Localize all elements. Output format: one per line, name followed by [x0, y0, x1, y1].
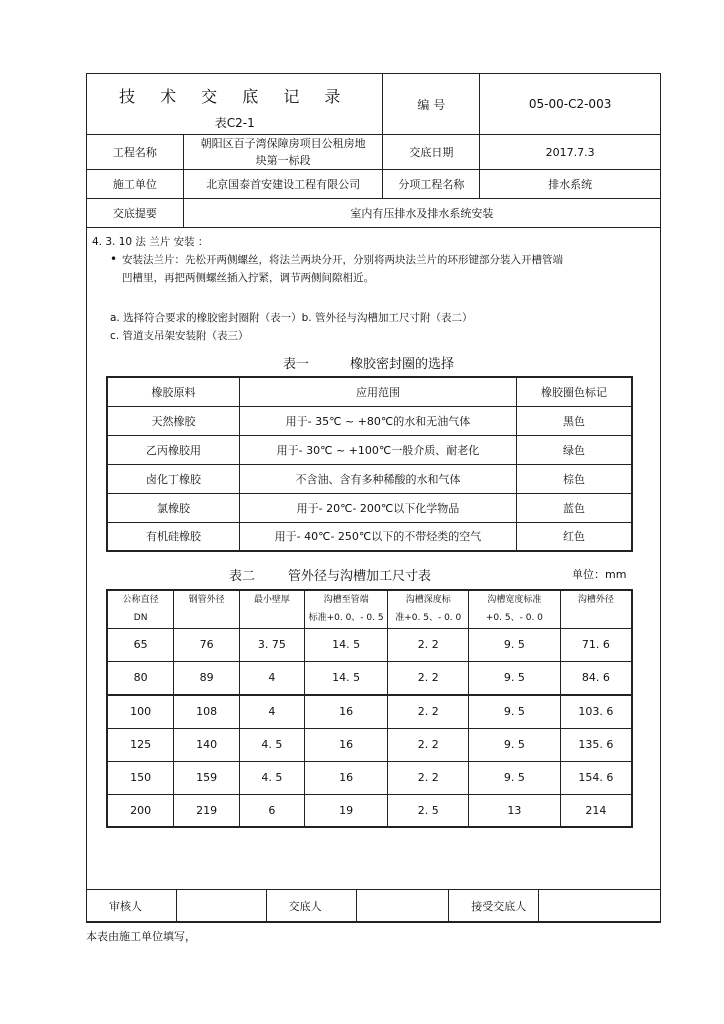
table-row	[107, 493, 632, 522]
project-name-line2: 块第一标段	[255, 154, 311, 167]
table2-caption-num: 表二	[229, 569, 256, 584]
page-title: 技 术 交 底 记 录	[118, 87, 351, 106]
discloser-signature	[356, 890, 449, 923]
table1-cell: 用于- 40℃- 250℃以下的不带烃类的空气	[239, 522, 516, 551]
contractor-value: 北京国泰首安建设工程有限公司	[183, 170, 383, 199]
table2-cell: 2. 5	[388, 794, 469, 827]
table2-cell: 16	[304, 695, 388, 728]
project-name-line1: 朝阳区百子湾保障房项目公租房地	[200, 137, 366, 150]
table2-header: 公称直径 DN	[107, 590, 174, 628]
table2-cell: 13	[469, 794, 561, 827]
table1-header: 橡胶原料	[107, 377, 239, 406]
item-c: c. 管道支吊架安装附（表三）	[110, 330, 249, 342]
table2-header: 钢管外径	[174, 590, 240, 628]
table2-cell: 4. 5	[240, 761, 305, 794]
table2-cell: 103. 6	[560, 695, 632, 728]
table-row	[107, 522, 632, 551]
table-row	[107, 406, 632, 435]
table2-cell: 9. 5	[469, 728, 561, 761]
table2-cell: 159	[174, 761, 240, 794]
table2-cell: 9. 5	[469, 761, 561, 794]
table1-cell: 天然橡胶	[107, 406, 239, 435]
table2-cell: 65	[107, 628, 174, 661]
table2-cell: 14. 5	[304, 661, 388, 695]
table2-cell: 16	[304, 728, 388, 761]
bullet-dot: •	[110, 252, 118, 266]
table1-cell: 卤化丁橡胶	[107, 464, 239, 493]
table2-header: 沟槽宽度标准 +0. 5、- 0. 0	[469, 590, 561, 628]
reviewer-label: 审核人	[87, 890, 177, 923]
table2-cell: 135. 6	[560, 728, 632, 761]
sub-project-value: 排水系统	[480, 170, 661, 199]
table-row	[107, 464, 632, 493]
table2-caption-title: 管外径与沟槽加工尺寸表	[288, 569, 432, 584]
section-heading: 4. 3. 10 法 兰片 安装 ：	[92, 236, 209, 248]
signature-table	[86, 889, 661, 923]
summary-label: 交底提要	[87, 199, 184, 228]
contractor-label: 施工单位	[87, 170, 184, 199]
table1-cell: 棕色	[516, 464, 632, 493]
bullet-line-1: 安装法兰片：先松开两侧螺丝，将法兰两块分开，分别将两块法兰片的环形键部分装入开槽管端	[122, 254, 563, 266]
summary-value: 室内有压排水及排水系统安装	[183, 199, 660, 228]
table2-cell: 2. 2	[388, 628, 469, 661]
table2-cell: 9. 5	[469, 695, 561, 728]
table2-cell: 4. 5	[240, 728, 305, 761]
table2-cell: 6	[240, 794, 305, 827]
table1-cell: 有机硅橡胶	[107, 522, 239, 551]
table2-cell: 89	[174, 661, 240, 695]
table2-cell: 150	[107, 761, 174, 794]
table1-cell: 黑色	[516, 406, 632, 435]
table1-cell: 氯橡胶	[107, 493, 239, 522]
date-label: 交底日期	[383, 135, 480, 170]
table2-header: 沟槽至管端 标准+0. 0、- 0. 5	[304, 590, 388, 628]
table2-cell: 2. 2	[388, 761, 469, 794]
table2-cell: 2. 2	[388, 661, 469, 695]
table1-header: 橡胶圈色标记	[516, 377, 632, 406]
table2-cell: 80	[107, 661, 174, 695]
header-table	[86, 73, 661, 228]
table1-cell: 用于- 20℃- 200℃以下化学物品	[239, 493, 516, 522]
number-label: 编 号	[383, 74, 480, 135]
table2-cell: 3. 75	[240, 628, 305, 661]
discloser-label: 交底人	[266, 890, 356, 923]
date-value: 2017.7.3	[480, 135, 661, 170]
table1-cell: 红色	[516, 522, 632, 551]
form-code: 表C2-1	[214, 116, 255, 130]
table2-cell: 9. 5	[469, 661, 561, 695]
table2-cell: 14. 5	[304, 628, 388, 661]
table2-cell: 4	[240, 695, 305, 728]
table2-header: 沟槽外径	[560, 590, 632, 628]
table2-cell: 84. 6	[560, 661, 632, 695]
table2-cell: 19	[304, 794, 388, 827]
table2-header: 最小壁厚	[240, 590, 305, 628]
table2-cell: 4	[240, 661, 305, 695]
sub-project-label: 分项工程名称	[383, 170, 480, 199]
table2-cell: 154. 6	[560, 761, 632, 794]
receiver-label: 接受交底人	[449, 890, 539, 923]
table-row	[107, 728, 632, 761]
table1-header: 应用范围	[239, 377, 516, 406]
table1-cell: 用于- 35℃ ~ +80℃的水和无油气体	[239, 406, 516, 435]
reviewer-signature	[176, 890, 266, 923]
table1-cell: 用于- 30℃ ~ +100℃一般介质、耐老化	[239, 435, 516, 464]
table2-header: 沟槽深度标 准+0. 5、- 0. 0	[388, 590, 469, 628]
bullet-line-2: 凹槽里，再把两侧螺丝插入拧紧，调节两侧间隙相近。	[122, 272, 374, 284]
table-row	[107, 761, 632, 794]
table2-cell: 76	[174, 628, 240, 661]
table-row	[107, 695, 632, 728]
project-name-label: 工程名称	[87, 135, 184, 170]
table-row	[107, 661, 632, 695]
table2-cell: 2. 2	[388, 728, 469, 761]
table2-unit: 单位：mm	[572, 568, 627, 581]
table2-cell: 9. 5	[469, 628, 561, 661]
table2-cell: 200	[107, 794, 174, 827]
groove-size-table	[106, 589, 633, 828]
table2-cell: 125	[107, 728, 174, 761]
receiver-signature	[539, 890, 661, 923]
project-name-value	[183, 135, 383, 170]
table1-cell: 绿色	[516, 435, 632, 464]
table2-cell: 2. 2	[388, 695, 469, 728]
table-row	[107, 794, 632, 827]
table2-cell: 16	[304, 761, 388, 794]
table2-cell: 108	[174, 695, 240, 728]
table1-caption-num: 表一	[283, 357, 310, 372]
title-cell	[87, 74, 383, 135]
table1-cell: 不含油、含有多种稀酸的水和气体	[239, 464, 516, 493]
table2-cell: 140	[174, 728, 240, 761]
rubber-seal-table	[106, 376, 633, 552]
item-a: a. 选择符合要求的橡胶密封圈附（表一）b. 管外径与沟槽加工尺寸附（表二）	[110, 312, 473, 324]
table-row	[107, 628, 632, 661]
table2-cell: 100	[107, 695, 174, 728]
table-row	[107, 435, 632, 464]
table1-cell: 乙丙橡胶用	[107, 435, 239, 464]
table1-cell: 蓝色	[516, 493, 632, 522]
table2-cell: 219	[174, 794, 240, 827]
footnote: 本表由施工单位填写，	[86, 930, 196, 943]
table1-caption-title: 橡胶密封圈的选择	[350, 357, 455, 372]
number-value: 05-00-C2-003	[480, 74, 661, 135]
table2-cell: 71. 6	[560, 628, 632, 661]
table2-cell: 214	[560, 794, 632, 827]
